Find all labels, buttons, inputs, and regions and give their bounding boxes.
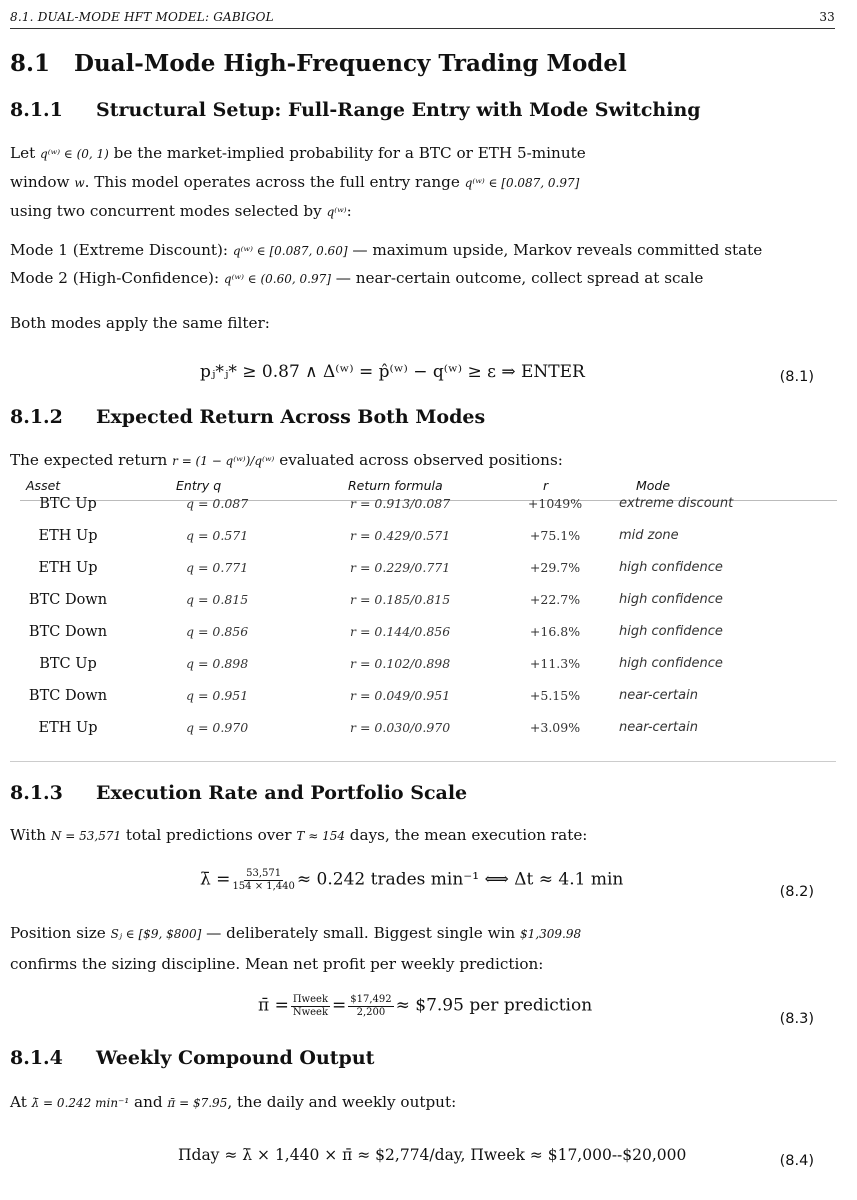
- subsection-title: Structural Setup: Full-Range Entry with Mode Switching: [96, 99, 701, 121]
- cell-entry-q: q = 0.815: [186, 592, 249, 607]
- subsection-number: 8.1.2: [10, 406, 63, 428]
- numerator: Πweek: [292, 994, 329, 1005]
- cell-asset: BTC Up: [39, 656, 97, 672]
- inline-math: q⁽ʷ⁾ ∈ (0.60, 0.97]: [223, 272, 331, 286]
- fraction: [291, 994, 330, 1018]
- text: The expected return: [10, 451, 168, 469]
- eq-equals: =: [332, 995, 347, 1016]
- cell-return-formula: r = 0.185/0.815: [350, 592, 451, 607]
- paragraph-line: [10, 144, 586, 162]
- text: be the market-implied probability for a BTC or ETH 5-minute: [113, 144, 586, 162]
- equation-number: (8.3): [779, 1011, 814, 1027]
- inline-math: λ̄ = 0.242 min⁻¹: [31, 1096, 130, 1110]
- inline-math: q⁽ʷ⁾: [326, 205, 347, 219]
- cell-return-formula: r = 0.144/0.856: [350, 624, 451, 639]
- section-separator: [10, 761, 836, 762]
- cell-mode: near-certain: [619, 720, 698, 735]
- table-row: [0, 656, 857, 680]
- inline-math: Sⱼ ∈ [$9, $800]: [110, 927, 202, 941]
- text: window: [10, 173, 70, 191]
- eq-rhs: ≈ 0.242 trades min⁻¹ ⟺ Δt ≈ 4.1 min: [296, 869, 624, 890]
- cell-asset: BTC Down: [28, 624, 108, 640]
- cell-asset: ETH Up: [38, 560, 98, 576]
- cell-mode: high confidence: [619, 624, 723, 639]
- subsection-heading-813: [10, 782, 467, 804]
- text: using two concurrent modes selected by: [10, 202, 322, 220]
- text: total predictions over: [125, 826, 292, 844]
- inline-math: q⁽ʷ⁾ ∈ (0, 1): [40, 147, 109, 161]
- cell-return-formula: r = 0.049/0.951: [350, 688, 451, 703]
- equation-number: (8.1): [779, 369, 814, 385]
- table-row: [0, 496, 857, 520]
- text: With: [10, 826, 47, 844]
- table-row: [0, 592, 857, 616]
- section-heading: [10, 50, 627, 77]
- inline-math: π̄ = $7.95: [167, 1096, 228, 1110]
- table-row: [0, 560, 857, 584]
- cell-mode: near-certain: [619, 688, 698, 703]
- cell-return-formula: r = 0.229/0.771: [350, 560, 451, 575]
- mode-2-line: [10, 269, 703, 287]
- eq-lhs: λ̄ =: [200, 869, 231, 890]
- cell-return-formula: r = 0.102/0.898: [350, 656, 451, 671]
- subsection-number: 8.1.3: [10, 782, 63, 804]
- subsection-number: 8.1.4: [10, 1047, 63, 1069]
- text: — near-certain outcome, collect spread at scale: [335, 269, 704, 287]
- text: days, the mean execution rate:: [349, 826, 588, 844]
- cell-return: +29.7%: [529, 560, 581, 575]
- table-row: [0, 688, 857, 712]
- cell-entry-q: q = 0.898: [186, 656, 249, 671]
- column-header-asset: Asset: [26, 478, 61, 493]
- equation-number: (8.2): [779, 884, 814, 900]
- section-title: Dual-Mode High-Frequency Trading Model: [74, 50, 627, 77]
- cell-entry-q: q = 0.856: [186, 624, 249, 639]
- subsection-heading-812: [10, 406, 485, 428]
- cell-return: +5.15%: [529, 688, 581, 703]
- paragraph-line: [10, 924, 581, 942]
- column-header-mode: Mode: [636, 478, 671, 493]
- equation-8-3: [258, 994, 592, 1018]
- denominator: Nweek: [292, 1006, 329, 1018]
- text: and: [134, 1093, 163, 1111]
- text: Mode 2 (High-Confidence):: [10, 269, 220, 287]
- cell-return: +16.8%: [529, 624, 581, 639]
- fraction: [348, 994, 393, 1018]
- text: :: [346, 202, 352, 220]
- text: At: [10, 1093, 27, 1111]
- cell-return-formula: r = 0.030/0.970: [350, 720, 451, 735]
- text: Position size: [10, 924, 106, 942]
- paragraph-line: [10, 451, 563, 469]
- cell-return-formula: r = 0.913/0.087: [350, 496, 451, 511]
- cell-asset: BTC Down: [28, 688, 108, 704]
- cell-entry-q: q = 0.970: [186, 720, 249, 735]
- running-head-title: 8.1. DUAL-MODE HFT MODEL: GABIGOL: [10, 10, 274, 24]
- denominator: 154 × 1,440: [232, 880, 295, 892]
- paragraph-line: [10, 202, 352, 220]
- cell-return: +3.09%: [529, 720, 581, 735]
- numerator: 53,571: [246, 868, 282, 879]
- cell-asset: BTC Up: [39, 496, 97, 512]
- numerator: $17,492: [350, 994, 392, 1005]
- mode-1-line: [10, 241, 762, 259]
- table-header: [0, 478, 857, 496]
- cell-return: +1049%: [527, 496, 583, 511]
- cell-entry-q: q = 0.087: [186, 496, 249, 511]
- cell-return: +75.1%: [529, 528, 581, 543]
- equation-8-1: pⱼ*ⱼ* ≥ 0.87 ∧ Δ⁽ʷ⁾ = p̂⁽ʷ⁾ − q⁽ʷ⁾ ≥ ε ⇒ ENTER: [200, 362, 585, 382]
- running-head: [10, 6, 835, 29]
- cell-return-formula: r = 0.429/0.571: [350, 528, 451, 543]
- text: Mode 1 (Extreme Discount):: [10, 241, 229, 259]
- text: evaluated across observed positions:: [279, 451, 563, 469]
- cell-asset: ETH Up: [38, 528, 98, 544]
- equation-number: (8.4): [779, 1153, 814, 1169]
- table-row: [0, 720, 857, 744]
- column-header-entry: Entry q: [176, 478, 222, 493]
- inline-math: w: [74, 176, 85, 190]
- cell-mode: mid zone: [619, 528, 679, 543]
- subsection-heading-811: [10, 99, 701, 121]
- paragraph-line: [10, 826, 587, 844]
- subsection-heading-814: [10, 1047, 374, 1069]
- cell-entry-q: q = 0.571: [186, 528, 249, 543]
- paragraph-line: [10, 173, 579, 191]
- cell-asset: ETH Up: [38, 720, 98, 736]
- subsection-title: Expected Return Across Both Modes: [96, 406, 486, 428]
- text: . This model operates across the full entry range: [84, 173, 460, 191]
- cell-return: +11.3%: [529, 656, 581, 671]
- page-number: 33: [819, 10, 835, 24]
- column-header-formula: Return formula: [348, 478, 443, 493]
- section-number: 8.1: [10, 50, 51, 77]
- cell-entry-q: q = 0.771: [186, 560, 249, 575]
- cell-return: +22.7%: [529, 592, 581, 607]
- text: — maximum upside, Markov reveals committed state: [352, 241, 763, 259]
- inline-math: N = 53,571: [50, 829, 122, 843]
- eq-lhs: π̄ =: [258, 995, 289, 1016]
- table-row: [0, 528, 857, 552]
- subsection-number: 8.1.1: [10, 99, 63, 121]
- subsection-title: Weekly Compound Output: [96, 1047, 375, 1069]
- eq-rhs: ≈ $7.95 per prediction: [395, 995, 593, 1016]
- inline-math: r = (1 − q⁽ʷ⁾)/q⁽ʷ⁾: [172, 454, 275, 468]
- cell-entry-q: q = 0.951: [186, 688, 249, 703]
- cell-mode: high confidence: [619, 592, 723, 607]
- equation-8-2: [200, 868, 623, 892]
- column-header-r: r: [543, 478, 549, 493]
- subsection-title: Execution Rate and Portfolio Scale: [96, 782, 468, 804]
- paragraph-line: Both modes apply the same filter:: [10, 314, 270, 332]
- cell-mode: high confidence: [619, 560, 723, 575]
- text: , the daily and weekly output:: [227, 1093, 457, 1111]
- text: — deliberately small. Biggest single win: [206, 924, 516, 942]
- paragraph-line: confirms the sizing discipline. Mean net profit per weekly prediction:: [10, 955, 544, 973]
- inline-math: q⁽ʷ⁾ ∈ [0.087, 0.60]: [232, 244, 348, 258]
- cell-asset: BTC Down: [28, 592, 108, 608]
- fraction: [232, 868, 294, 892]
- inline-math: q⁽ʷ⁾ ∈ [0.087, 0.97]: [464, 176, 580, 190]
- inline-math: $1,309.98: [520, 927, 582, 941]
- paragraph-line: [10, 1093, 456, 1111]
- denominator: 2,200: [356, 1006, 386, 1018]
- cell-mode: high confidence: [619, 656, 723, 671]
- equation-8-4: Πday ≈ λ̄ × 1,440 × π̄ ≈ $2,774/day, Πweek ≈ $17,000--$20,000: [178, 1146, 687, 1164]
- inline-math: T ≈ 154: [296, 829, 345, 843]
- table-row: [0, 624, 857, 648]
- cell-mode: extreme discount: [619, 496, 734, 511]
- text: Let: [10, 144, 36, 162]
